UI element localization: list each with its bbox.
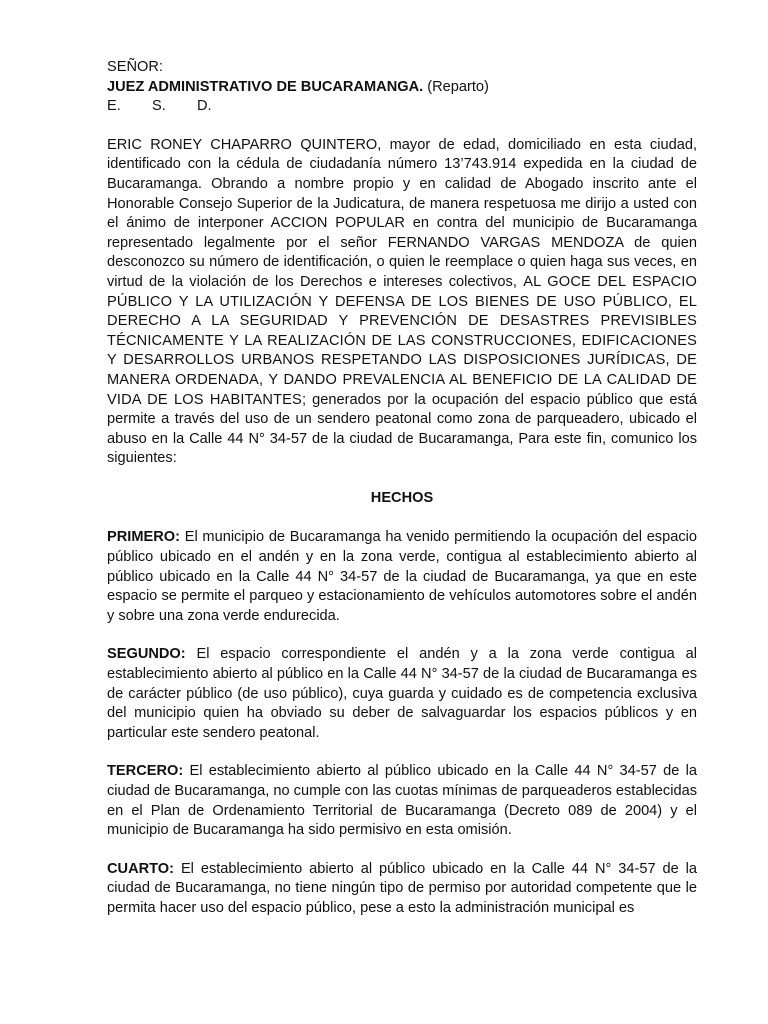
- hecho-segundo: [107, 645, 697, 743]
- hecho-text: El establecimiento abierto al público ubicado en la Calle 44 N° 34-57 de la ciudad de Bucaramanga, no tiene ningún tipo de permiso por autoridad competente que le permita hacer uso del espacio público, pese a esto la administración municipal es: [107, 860, 697, 916]
- hecho-text: El establecimiento abierto al público ubicado en la Calle 44 N° 34-57 de la ciudad de Bucaramanga, no cumple con las cuotas mínimas de parqueaderos establecidas en el Plan de Ordenamiento Territorial de Bucaramanga (Decreto 089 de 2004) y el municipio de Bucaramanga ha sido permisivo en esta omisión.: [107, 763, 697, 839]
- document-page: [107, 58, 697, 919]
- greeting: SEÑOR:: [107, 59, 163, 75]
- addressee-court: JUEZ ADMINISTRATIVO DE BUCARAMANGA.: [107, 78, 424, 95]
- hecho-cuarto: [107, 860, 697, 919]
- addressee-note: (Reparto): [423, 78, 489, 95]
- intro-paragraph: [107, 136, 697, 469]
- intro-text-a: ERIC RONEY CHAPARRO QUINTERO, mayor de edad, domiciliado en esta ciudad, identificado con la cédula de ciudadanía número 13’743.914 expedida en la ciudad de Bucaramanga. Obrando a nombre propio y en calidad de Abogado inscrito ante el Honorable Consejo Superior de la Judicatura, de manera respetuosa me dirijo a usted con el ánimo de interponer ACCION POPULAR en contra del municipio de Bucaramanga representado legalmente por el señor FERNANDO VARGAS MENDOZA de quien desconozco su número de identificación, o quien le reemplace o quien haga sus veces, en virtud de la violación de los Derechos e intereses colectivos,: [107, 136, 697, 290]
- hecho-label: TERCERO:: [107, 763, 184, 780]
- esd-d: D.: [197, 98, 212, 115]
- addressee-line: [107, 78, 697, 98]
- hecho-label: PRIMERO:: [107, 529, 180, 546]
- section-title: HECHOS: [370, 489, 434, 506]
- hecho-tercero: [107, 762, 697, 840]
- hecho-text: El municipio de Bucaramanga ha venido permitiendo la ocupación del espacio público ubicado en el andén y en la zona verde, contigua al establecimiento abierto al público ubicado en la Calle 44 N° 34-57 de la ciudad de Bucaramanga, ya que en este espacio se permite el parqueo y estacionamiento de vehículos automotores sobre el andén y sobre una zona verde endurecida.: [107, 529, 697, 624]
- hecho-text: El espacio correspondiente el andén y a la zona verde contigua al establecimiento abierto al público en la Calle 44 N° 34-57 de la ciudad de Bucaramanga es de carácter público (de uso público), cuya guarda y cuidado es de competencia exclusiva del municipio quien ha obviado su deber de salvaguardar los espacios públicos y en particular este sendero peatonal.: [107, 646, 697, 741]
- hecho-label: CUARTO:: [107, 860, 175, 877]
- intro-text-b: ; generados por la ocupación del espacio público que está permite a través del uso de un sendero peatonal como zona de parqueadero, ubicado el abuso en la Calle 44 N° 34-57 de la ciudad de Bucaramanga, Para este fin, comunico los siguientes:: [107, 391, 697, 467]
- esd-line: [107, 97, 697, 117]
- esd-e: E.: [107, 98, 121, 115]
- hecho-primero: [107, 528, 697, 626]
- intro-text-caps: AL GOCE DEL ESPACIO PÚBLICO Y LA UTILIZACIÓN Y DEFENSA DE LOS BIENES DE USO PÚBLICO, EL DERECHO A LA SEGURIDAD Y PREVENCIÓN DE DESASTRES PREVISIBLES TÉCNICAMENTE Y LA REALIZACIÓN DE LAS CONSTRUCCIONES, EDIFICACIONES Y DESARROLLOS URBANOS RESPETANDO LAS DISPOSICIONES JURÍDICAS, DE MANERA ORDENADA, Y DANDO PREVALENCIA AL BENEFICIO DE LA CALIDAD DE VIDA DE LOS HABITANTES: [107, 273, 697, 408]
- hecho-label: SEGUNDO:: [107, 646, 186, 663]
- esd-s: S.: [152, 98, 166, 115]
